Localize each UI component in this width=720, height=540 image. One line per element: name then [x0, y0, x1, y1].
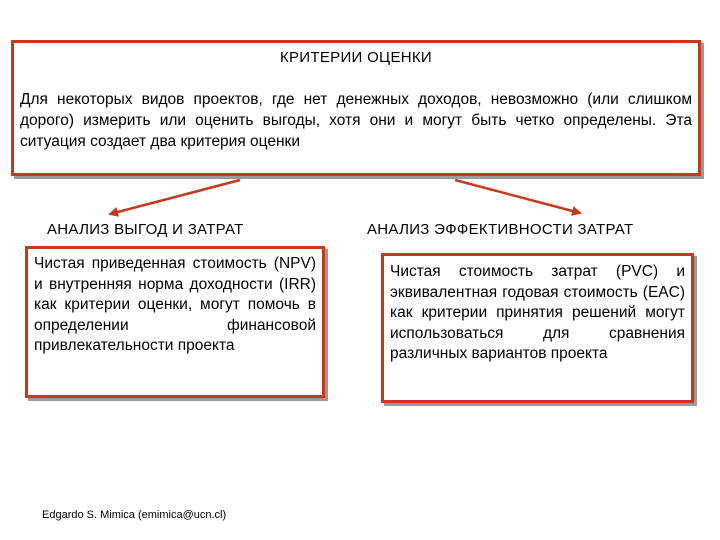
- right-arrow: [455, 180, 580, 213]
- intro-text: Для некоторых видов проектов, где нет денежных доходов, невозможно (или слишком дорого) измерить или оценить выгоды, хотя они и могут быть четко определены. Эта ситуация создает два критерия оценки: [20, 91, 692, 150]
- cost-effectiveness-box: [381, 253, 694, 403]
- slide-title: КРИТЕРИИ ОЦЕНКИ: [279, 49, 433, 66]
- author-footer: Edgardo S. Mimica (emimica@ucn.cl): [42, 509, 227, 521]
- criteria-box: [11, 40, 701, 176]
- left-section-heading: АНАЛИЗ ВЫГОД И ЗАТРАТ: [47, 221, 244, 238]
- right-section-heading: АНАЛИЗ ЭФФЕКТИВНОСТИ ЗАТРАТ: [367, 221, 634, 238]
- left-arrow: [110, 180, 240, 214]
- cost-benefit-text: Чистая приведенная стоимость (NPV) и внутренняя норма доходности (IRR) как критерии оценки, могут помочь в определении финансовой привлекательности проекта: [34, 255, 316, 354]
- cost-effectiveness-text: Чистая стоимость затрат (PVC) и эквивалентная годовая стоимость (EAC) как критерии принятия решений могут использоваться для сравнения различных вариантов проекта: [390, 263, 685, 362]
- cost-benefit-box: [25, 246, 325, 398]
